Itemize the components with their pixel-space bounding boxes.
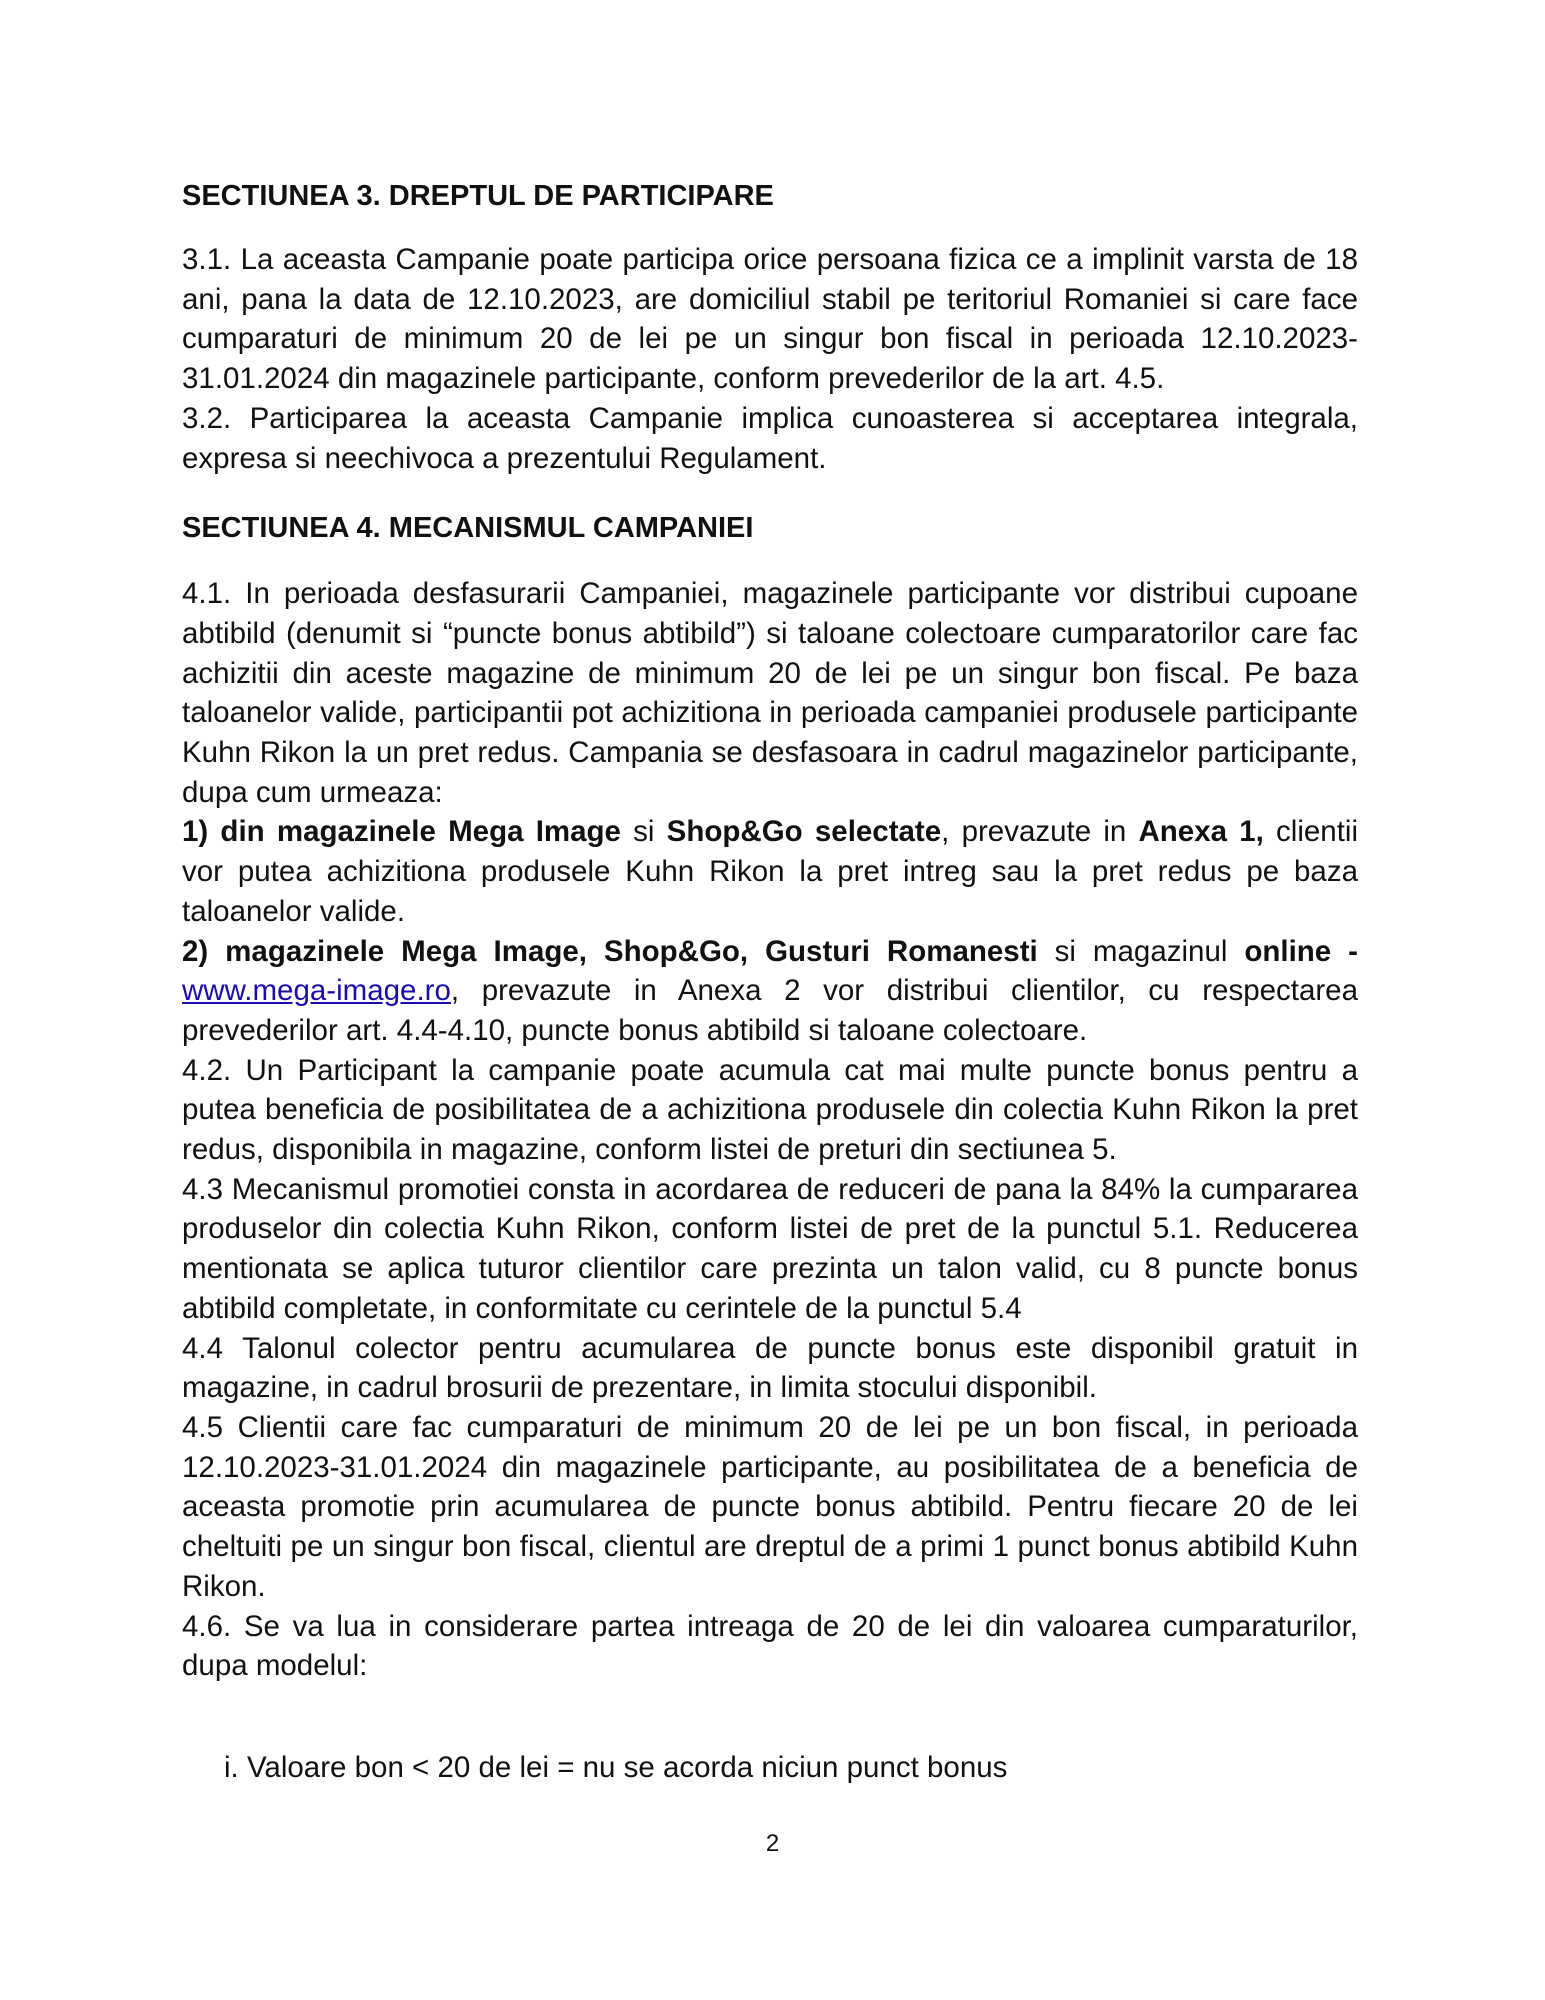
text: , prevazute in Anexa 2 vor distribui clientilor, cu respectarea prevederilor art. 4.4-4.10, puncte bonus abtibild si taloane colectoare.	[182, 974, 1358, 1047]
list-item-1	[182, 812, 1358, 931]
section-3-heading: SECTIUNEA 3. DREPTUL DE PARTICIPARE	[182, 180, 774, 212]
text: si	[620, 815, 667, 849]
page-number: 2	[765, 1830, 780, 1857]
bold-text: 2) magazinele Mega Image, Shop&Go, Gusturi Romanesti	[182, 934, 1038, 968]
bold-text: Anexa 1,	[1138, 815, 1264, 849]
text: clientii vor putea achizitiona produsele Kuhn Rikon la pret intreg sau la pret redus pe baza taloanelor valide.	[182, 815, 1359, 928]
paragraph-3-1: 3.1. La aceasta Campanie poate participa orice persoana fizica ce a implinit varsta de 18 ani, pana la data de 12.10.2023, are domiciliul stabil pe teritoriul Romaniei si care face cumparaturi de minimum 20 de lei pe un singur bon fiscal in perioada 12.10.2023-31.01.2024 din magazinele participante, conform prevederilor de la art. 4.5.	[182, 243, 1358, 396]
list-item-2	[182, 932, 1358, 1051]
paragraph-4-3: 4.3 Mecanismul promotiei consta in acordarea de reduceri de pana la 84% la cumpararea produselor din colectia Kuhn Rikon, conform listei de pret de la punctul 5.1. Reducerea mentionata se aplica tuturor clientilor care prezinta un talon valid, cu 8 puncte bonus abtibild completate, in conformitate cu cerintele de la punctul 5.4	[182, 1172, 1358, 1325]
paragraph-4-2: 4.2. Un Participant la campanie poate acumula cat mai multe puncte bonus pentru a putea beneficia de posibilitatea de a achizitiona produsele din colectia Kuhn Rikon la pret redus, disponibila in magazine, conform listei de preturi din sectiunea 5.	[182, 1053, 1358, 1167]
paragraph-3-2: 3.2. Participarea la aceasta Campanie implica cunoasterea si acceptarea integrala, expresa si neechivoca a prezentului Regulament.	[182, 401, 1358, 475]
list-item-i: i. Valoare bon < 20 de lei = nu se acorda niciun punct bonus	[224, 1750, 1008, 1784]
section-4-heading: SECTIUNEA 4. MECANISMUL CAMPANIEI	[182, 512, 754, 545]
text: , prevazute in	[941, 815, 1139, 849]
bold-text: 1) din magazinele Mega Image	[182, 815, 621, 849]
bold-text: Shop&Go selectate	[666, 815, 942, 849]
mega-image-link[interactable]: www.mega-image.ro	[182, 974, 451, 1008]
bold-text: online -	[1244, 934, 1358, 968]
text: si magazinul	[1037, 934, 1245, 968]
paragraph-4-6: 4.6. Se va lua in considerare partea intreaga de 20 de lei din valoarea cumparaturilor, dupa modelul:	[182, 1609, 1358, 1683]
paragraph-4-5: 4.5 Clientii care fac cumparaturi de minimum 20 de lei pe un bon fiscal, in perioada 12.10.2023-31.01.2024 din magazinele participante, au posibilitatea de a beneficia de aceasta promotie prin acumularea de puncte bonus abtibild. Pentru fiecare 20 de lei cheltuiti pe un singur bon fiscal, clientul are dreptul de a primi 1 punct bonus abtibild Kuhn Rikon.	[182, 1410, 1358, 1603]
document-page	[182, 176, 1358, 1788]
paragraph-4-4: 4.4 Talonul colector pentru acumularea de puncte bonus este disponibil gratuit in magazine, in cadrul brosurii de prezentare, in limita stocului disponibil.	[182, 1331, 1358, 1405]
paragraph-4-1: 4.1. In perioada desfasurarii Campaniei, magazinele participante vor distribui cupoane abtibild (denumit si “puncte bonus abtibild”) si taloane colectoare cumparatorilor care fac achizitii din aceste magazine de minimum 20 de lei pe un singur bon fiscal. Pe baza taloanelor valide, participantii pot achizitiona in perioada campaniei produsele participante Kuhn Rikon la un pret redus. Campania se desfasoara in cadrul magazinelor participante, dupa cum urmeaza:	[182, 577, 1358, 809]
